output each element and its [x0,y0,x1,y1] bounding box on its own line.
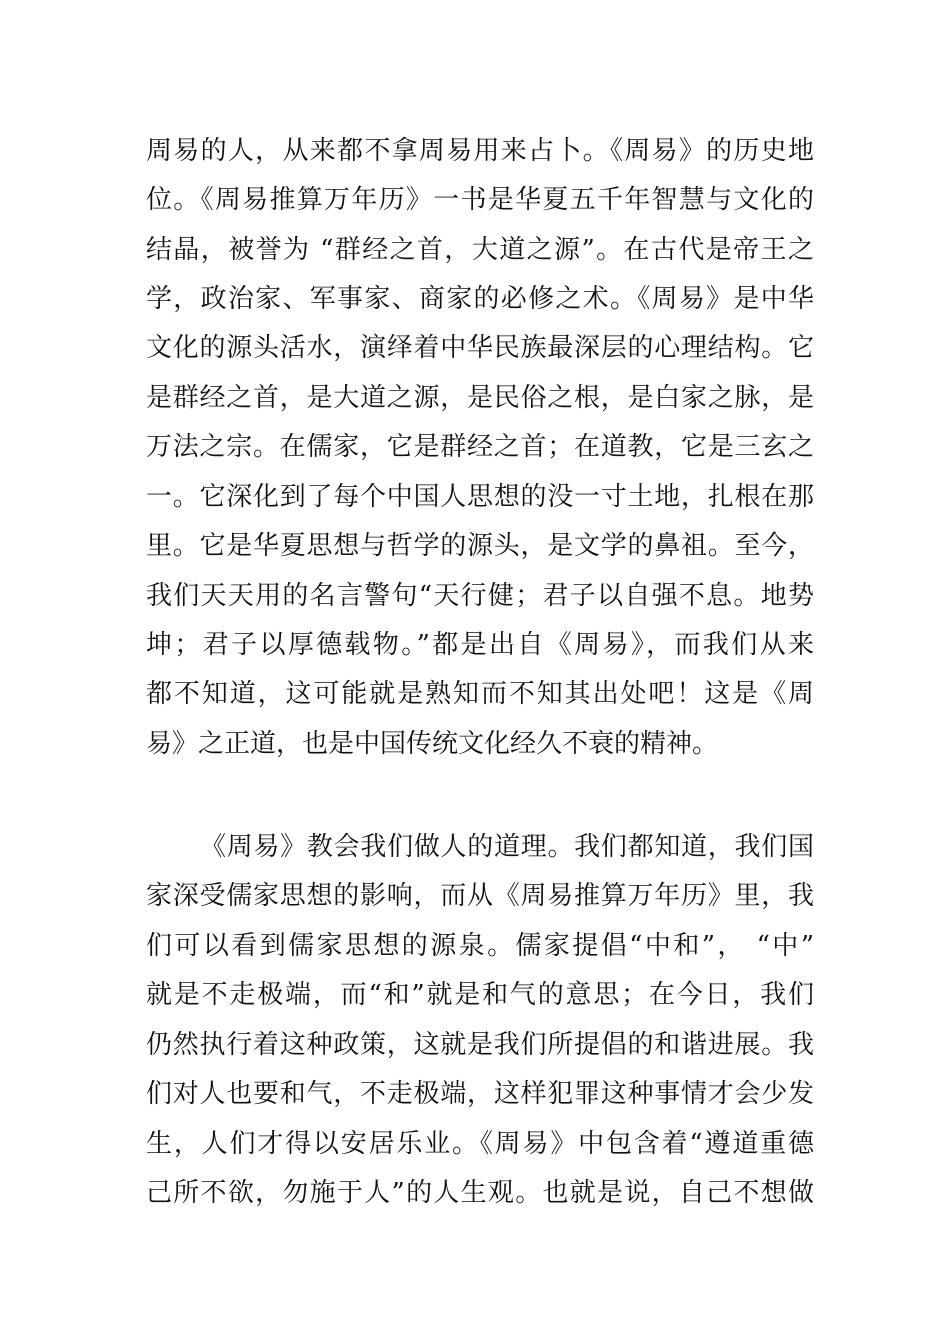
paragraph-1-line: 都不知道，这可能就是熟知而不知其出处吧！这是《周 [146,679,814,709]
paragraph-2-line: 们对人也要和气，不走极端，这样犯罪这种事情才会少发 [146,1079,814,1109]
paragraph-1-line: 一。它深化到了每个中国人思想的没一寸土地，扎根在那 [146,482,814,512]
paragraph-2-line: 生，人们才得以安居乐业。《周易》中包含着“遵道重德 [146,1129,814,1159]
paragraph-2-line: 仍然执行着这种政策，这就是我们所提倡的和谐进展。我 [146,1030,814,1060]
paragraph-1-line: 我们天天用的名言警句“天行健；君子以自强不息。地势 [146,581,814,611]
paragraph-1-line: 坤；君子以厚德载物。”都是出自《周易》，而我们从来 [146,630,814,660]
paragraph-1-line: 是群经之首，是大道之源，是民俗之根，是白家之脉，是 [146,383,814,413]
paragraph-2-line: 就是不走极端，而“和”就是和气的意思；在今日，我们 [146,980,814,1010]
paragraph-1-line: 位。《周易推算万年历》一书是华夏五千年智慧与文化的 [146,185,814,215]
paragraph-1-line: 万法之宗。在儒家，它是群经之首；在道教，它是三玄之 [146,432,814,462]
paragraph-2-line: 《周易》教会我们做人的道理。我们都知道，我们国 [200,832,814,862]
paragraph-1-line: 结晶，被誉为 “群经之首，大道之源”。在古代是帝王之 [146,235,814,265]
paragraph-2-line: 们可以看到儒家思想的源泉。儒家提倡“中和”， “中” [146,931,814,961]
paragraph-1-line: 里。它是华夏思想与哲学的源头，是文学的鼻祖。至今， [146,531,814,561]
paragraph-1-line: 易》之正道，也是中国传统文化经久不衰的精神。 [146,729,719,759]
paragraph-1-line: 周易的人，从来都不拿周易用来占卜。《周易》的历史地 [146,136,814,166]
paragraph-2-line: 家深受儒家思想的影响，而从《周易推算万年历》里，我 [146,881,814,911]
paragraph-1-line: 文化的源头活水，演绎着中华民族最深层的心理结构。它 [146,333,814,363]
paragraph-2-line: 己所不欲，勿施于人”的人生观。也就是说，自己不想做 [146,1178,814,1208]
paragraph-1-line: 学，政治家、军事家、商家的必修之术。《周易》是中华 [146,284,814,314]
